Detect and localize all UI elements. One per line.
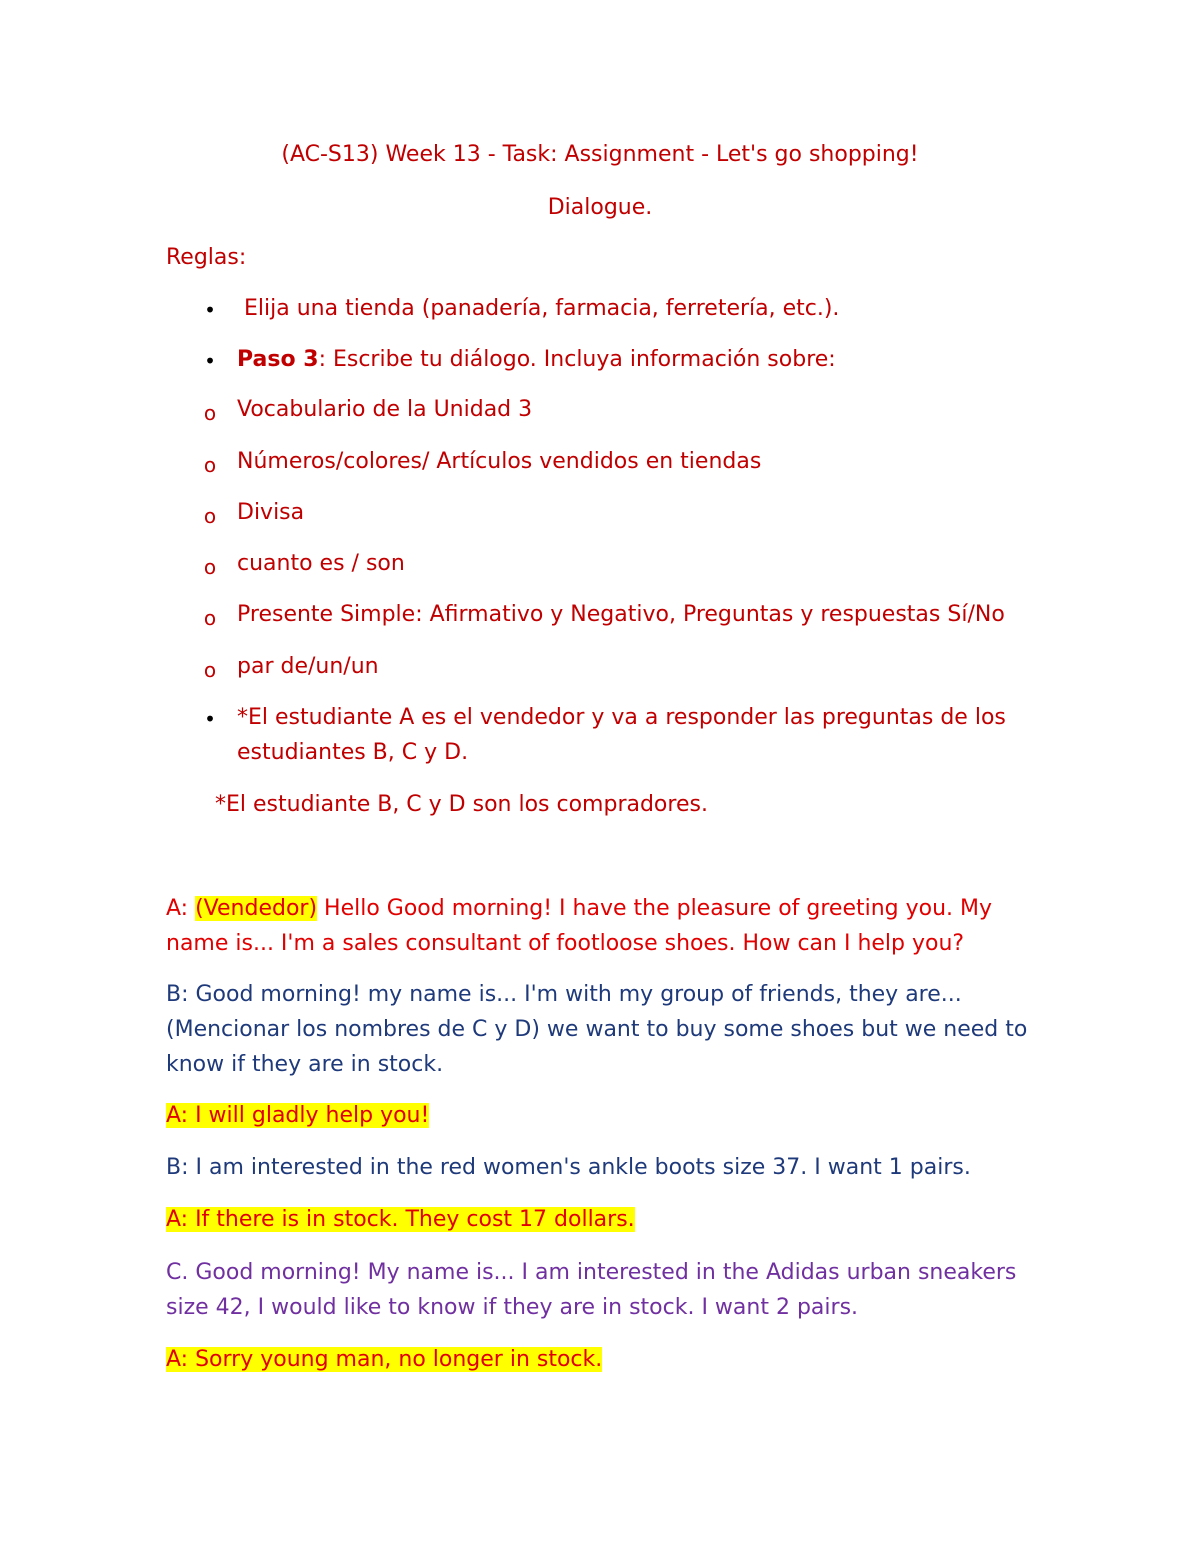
rule-3-line-2: estudiantes B, C y D.: [237, 740, 469, 765]
dialogue-line-a2: [166, 1098, 1046, 1133]
sub-rule: Divisa: [237, 500, 305, 525]
rule-2-bold: Paso 3: [237, 347, 319, 372]
sub-rule: Números/colores/ Artículos vendidos en tiendas: [237, 449, 762, 474]
dialogue-text: A: Sorry young man, no longer in stock.: [166, 1347, 603, 1372]
sub-bullet-icon: o: [203, 606, 217, 630]
rule-2: [237, 347, 836, 372]
sub-bullet-icon: o: [203, 401, 217, 425]
speaker-b-label: B:: [166, 982, 196, 1007]
sub-rule: Presente Simple: Afirmativo y Negativo, Preguntas y respuestas Sí/No: [237, 602, 1005, 627]
dialogue-line-b1: [166, 977, 1046, 1082]
dialogue-line-a3: [166, 1202, 1046, 1237]
dialogue-text: Good morning! my name is... I'm with my group of friends, they are... (Mencionar los nombres de C y D) we want to buy some shoes but we need to know if they are in stock.: [166, 982, 1028, 1077]
rule-3-line-1: *El estudiante A es el vendedor y va a responder las preguntas de los: [237, 705, 1006, 730]
sub-bullet-icon: o: [203, 453, 217, 477]
rule-1: Elija una tienda (panadería, farmacia, ferretería, etc.).: [244, 296, 840, 321]
dialogue-line-b2: B: I am interested in the red women's ankle boots size 37. I want 1 pairs.: [166, 1155, 971, 1180]
dialogue-line-a4: [166, 1342, 1046, 1377]
sub-rule: cuanto es / son: [237, 551, 405, 576]
document-title: (AC-S13) Week 13 - Task: Assignment - Let's go shopping!: [281, 142, 919, 167]
vendedor-highlight: (Vendedor): [195, 896, 318, 921]
document-subtitle: Dialogue.: [547, 195, 653, 220]
dialogue-line-c1: C. Good morning! My name is... I am interested in the Adidas urban sneakers size 42, I would like to know if they are in stock. I want 2 pairs.: [166, 1260, 1017, 1320]
sub-bullet-icon: o: [203, 555, 217, 579]
sub-rule: par de/un/un: [237, 654, 379, 679]
sub-bullet-icon: o: [203, 658, 217, 682]
dialogue-text: A: I will gladly help you!: [166, 1103, 430, 1128]
dialogue-text: Hello Good morning! I have the pleasure of greeting you. My name is... I'm a sales consultant of footloose shoes. How can I help you?: [166, 896, 993, 956]
speaker-a-label: A:: [166, 896, 196, 921]
bullet-icon: •: [204, 707, 216, 731]
bullet-icon: •: [204, 349, 216, 373]
rule-2-text: : Escribe tu diálogo. Incluya información sobre:: [318, 347, 836, 372]
rules-heading: Reglas:: [166, 245, 247, 270]
rule-4: *El estudiante B, C y D son los compradores.: [215, 792, 708, 817]
dialogue-text: A: If there is in stock. They cost 17 dollars.: [166, 1207, 635, 1232]
sub-rule: Vocabulario de la Unidad 3: [237, 397, 533, 422]
dialogue-line-a1: [166, 891, 1046, 961]
sub-bullet-icon: o: [203, 504, 217, 528]
bullet-icon: •: [204, 298, 216, 322]
